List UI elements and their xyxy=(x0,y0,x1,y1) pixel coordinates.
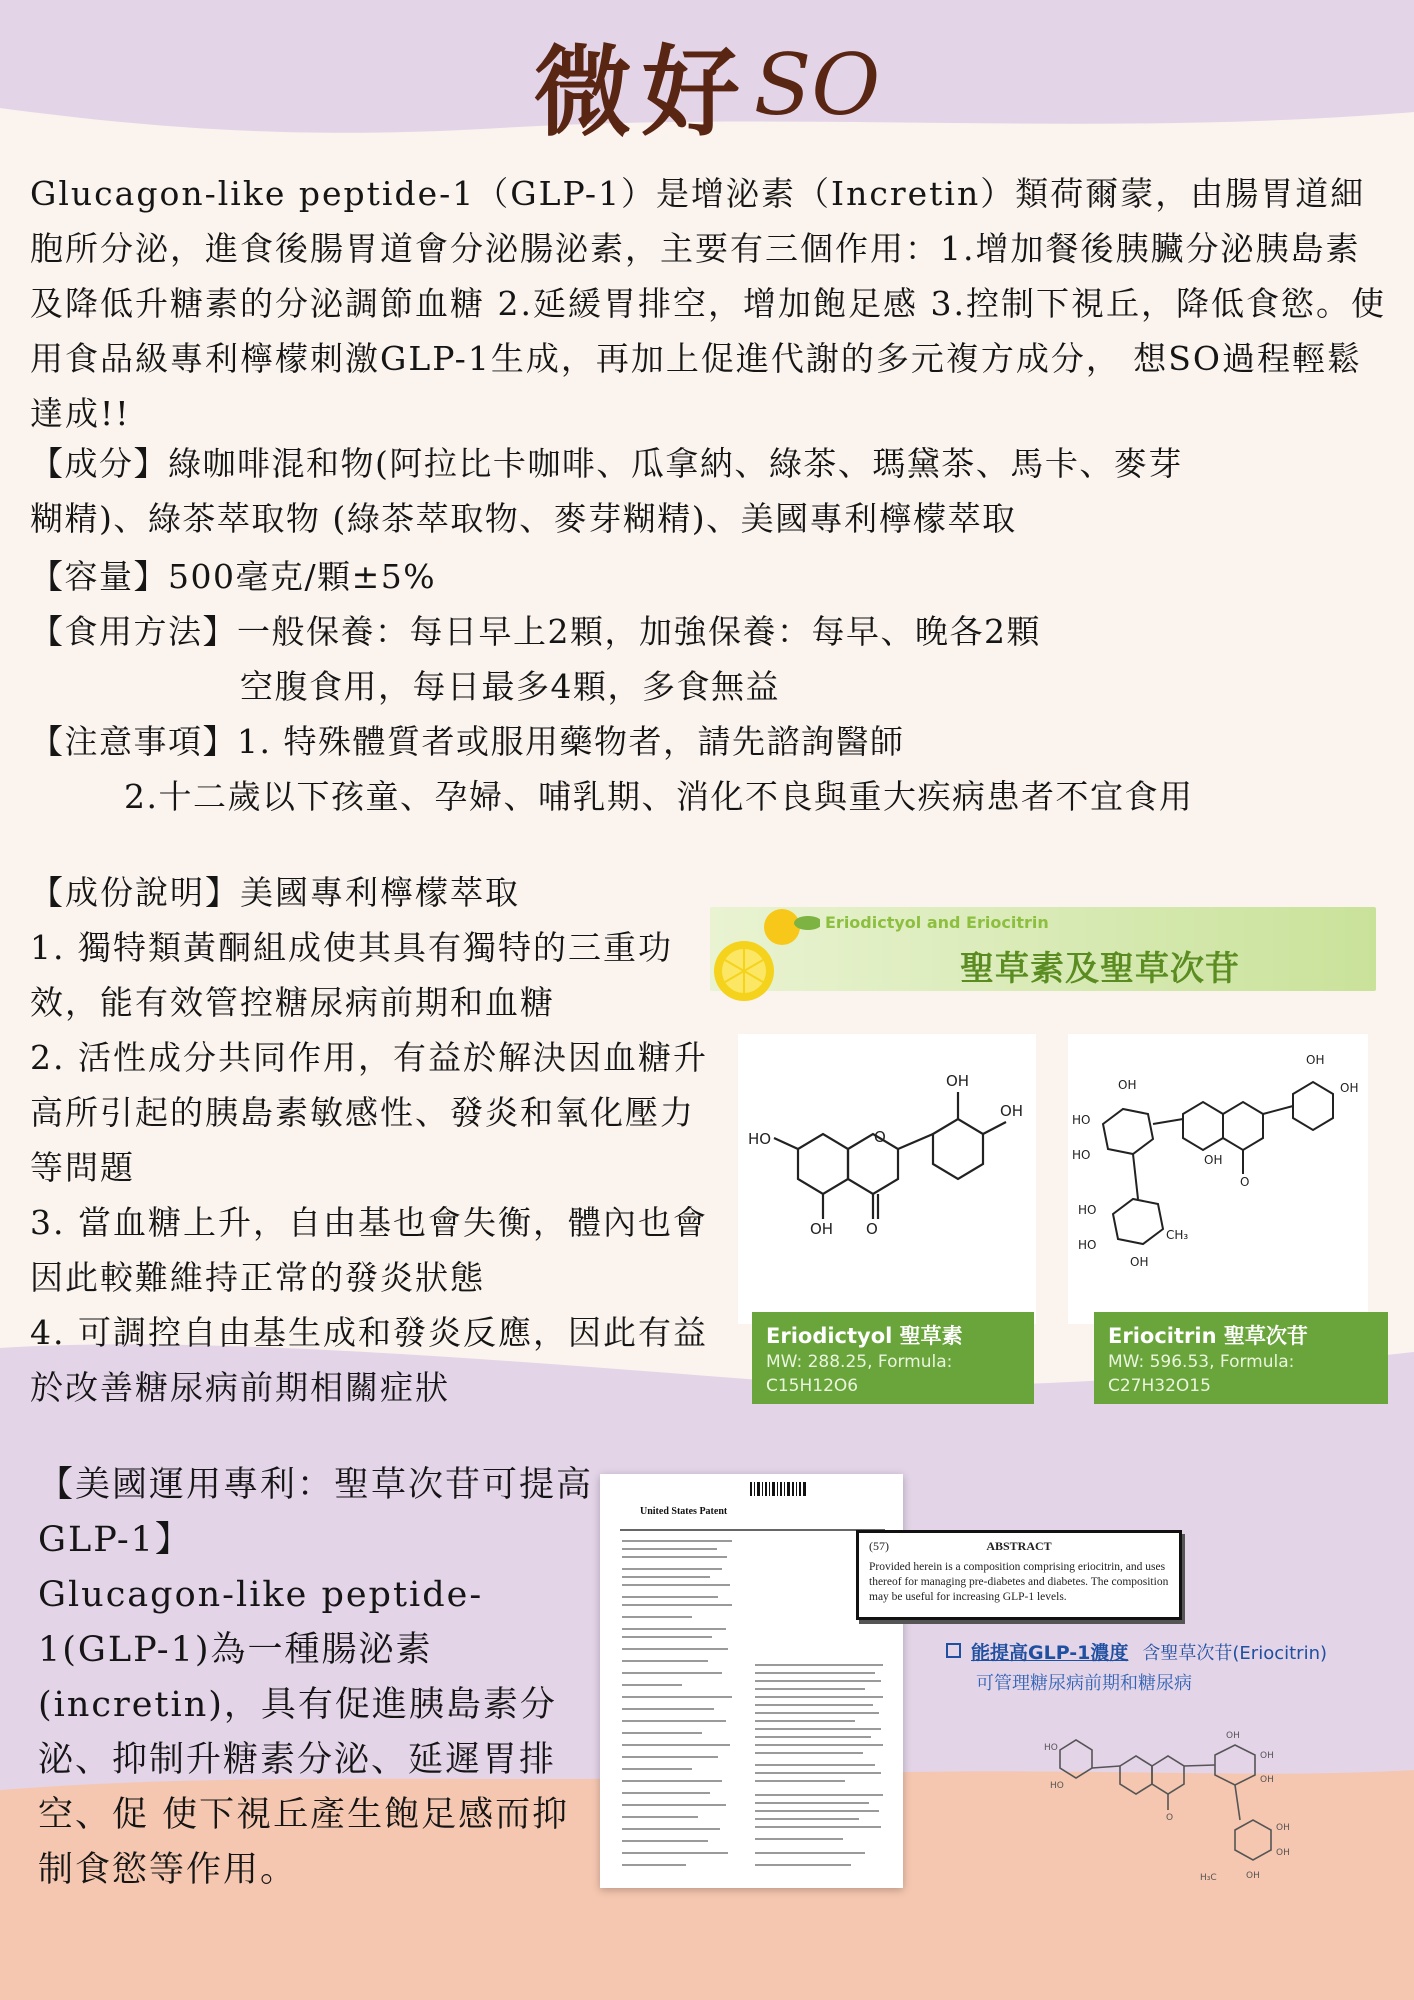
svg-text:HO: HO xyxy=(1078,1203,1097,1217)
glp-note xyxy=(946,1638,1327,1695)
title-brand-cjk: 微好 xyxy=(533,36,750,150)
eriocitrin-structure-card xyxy=(1068,1034,1368,1324)
glp-note-bold: 能提高GLP-1濃度 xyxy=(971,1642,1129,1664)
cautions-line-2: 2.十二歲以下孩童、孕婦、哺乳期、消化不良與重大疾病患者不宜食用 xyxy=(124,777,1194,816)
svg-text:OH: OH xyxy=(1276,1848,1290,1858)
eriodictyol-structure-icon xyxy=(738,1034,1036,1324)
svg-text:HO: HO xyxy=(1050,1781,1064,1791)
explain-point-4: 4. 可調控自由基生成和發炎反應，因此有益於改善糖尿病前期相關症狀 xyxy=(30,1313,708,1407)
eriodictyol-name: Eriodictyol 聖草素 xyxy=(766,1324,963,1348)
svg-text:OH: OH xyxy=(1226,1731,1240,1741)
svg-text:HO: HO xyxy=(1078,1238,1097,1252)
svg-text:O: O xyxy=(874,1128,886,1146)
patent-abstract-callout xyxy=(856,1530,1182,1620)
figure-banner xyxy=(710,907,1376,991)
page-title xyxy=(0,14,1414,150)
svg-text:OH: OH xyxy=(1130,1255,1149,1269)
checkbox-square-icon xyxy=(946,1643,961,1658)
patent-section xyxy=(38,1458,598,1898)
abstract-number: (57) xyxy=(869,1539,889,1553)
svg-text:OH: OH xyxy=(1260,1775,1274,1785)
eriocitrin-label xyxy=(1094,1312,1388,1404)
svg-text:H₃C: H₃C xyxy=(1200,1873,1217,1883)
eriocitrin-name: Eriocitrin 聖草次苷 xyxy=(1108,1324,1308,1348)
svg-text:CH₃: CH₃ xyxy=(1166,1228,1189,1242)
glp-note-side: 含聖草次苷(Eriocitrin) xyxy=(1142,1643,1328,1664)
explain-point-1: 1. 獨特類黃酮組成使其具有獨特的三重功效，能有效管控糖尿病前期和血糖 xyxy=(30,928,673,1022)
eriocitrin-small-structure-icon xyxy=(1040,1710,1340,1900)
intro-paragraph: Glucagon-like peptide-1（GLP-1）是增泌素（Incretin）類荷爾蒙，由腸胃道細胞所分泌，進食後腸胃道會分泌腸泌素，主要有三個作用：1.增加餐後胰臟分泌胰島素及降低升糖素的分泌調節血糖 2.延緩胃排空，增加飽足感 3.控制下視丘，降低食慾。使用食品級專利檸檬刺激GLP-1生成，再加上促進代謝的多元複方成分， 想SO過程輕鬆達成!! xyxy=(30,174,1386,433)
svg-text:OH: OH xyxy=(810,1220,834,1238)
glp-note-line-2: 可管理糖尿病前期和糖尿病 xyxy=(976,1673,1192,1694)
svg-text:O: O xyxy=(1166,1813,1174,1823)
explain-point-2: 2. 活性成分共同作用，有益於解決因血糖升高所引起的胰島素敏感性、發炎和氧化壓力等問題 xyxy=(30,1038,708,1187)
patent-heading: 【美國運用專利：聖草次苷可提高GLP-1】 xyxy=(38,1465,594,1560)
usage-line-2: 空腹食用，每日最多4顆，多食無益 xyxy=(240,667,780,706)
abstract-text: Provided herein is a composition comprising eriocitrin, and uses thereof for managing pre-diabetes and diabetes. The composition may be useful for increasing GLP-1 levels. xyxy=(869,1561,1169,1603)
title-brand-latin: SO xyxy=(753,35,881,134)
eriodictyol-label xyxy=(752,1312,1034,1404)
svg-text:HO: HO xyxy=(748,1130,772,1148)
svg-text:HO: HO xyxy=(1044,1743,1058,1753)
svg-text:O: O xyxy=(866,1220,878,1238)
banner-english-title: Eriodictyol and Eriocitrin xyxy=(825,913,1049,932)
eriodictyol-formula: MW: 288.25, Formula: C15H12O6 xyxy=(766,1352,953,1396)
abstract-title: ABSTRACT xyxy=(986,1539,1052,1553)
ingredient-explanation xyxy=(30,865,720,1415)
eriodictyol-structure-card xyxy=(738,1034,1036,1324)
patent-body: Glucagon-like peptide-1(GLP-1)為一種腸泌素(incretin)，具有促進胰島素分泌、抑制升糖素分泌、延遲胃排空、促 使下視丘產生飽足感而抑制食慾等作用。 xyxy=(38,1575,570,1890)
svg-text:OH: OH xyxy=(1276,1823,1290,1833)
cautions-line-1: 【注意事項】1. 特殊體質者或服用藥物者，請先諮詢醫師 xyxy=(30,722,905,761)
lemon-icon xyxy=(710,907,820,1017)
svg-text:OH: OH xyxy=(1204,1153,1223,1167)
svg-text:HO: HO xyxy=(1072,1113,1091,1127)
eriocitrin-structure-icon xyxy=(1068,1034,1368,1324)
explain-point-3: 3. 當血糖上升，自由基也會失衡，體內也會因此較難維持正常的發炎狀態 xyxy=(30,1203,708,1297)
svg-text:OH: OH xyxy=(1246,1871,1260,1881)
ingredients-line-2: 糊精)、綠茶萃取物 (綠茶萃取物、麥芽糊精)、美國專利檸檬萃取 xyxy=(30,499,1017,538)
eriocitrin-formula: MW: 596.53, Formula: C27H32O15 xyxy=(1108,1352,1295,1396)
svg-text:OH: OH xyxy=(1340,1081,1359,1095)
banner-chinese-title: 聖草素及聖草次苷 xyxy=(960,949,1240,989)
svg-text:HO: HO xyxy=(1072,1148,1091,1162)
patent-doc-title: United States Patent xyxy=(640,1506,728,1517)
svg-text:O: O xyxy=(1240,1175,1250,1189)
svg-text:OH: OH xyxy=(1000,1102,1024,1120)
svg-text:OH: OH xyxy=(1118,1078,1137,1092)
svg-text:OH: OH xyxy=(1306,1053,1325,1067)
explain-heading: 【成份說明】美國專利檸檬萃取 xyxy=(30,873,520,912)
capacity-line: 【容量】500毫克/顆±5% xyxy=(30,557,437,596)
ingredients-line-1: 【成分】綠咖啡混和物(阿拉比卡咖啡、瓜拿納、綠茶、瑪黛茶、馬卡、麥芽 xyxy=(30,444,1183,483)
svg-text:OH: OH xyxy=(946,1072,970,1090)
svg-text:OH: OH xyxy=(1260,1751,1274,1761)
usage-line-1: 【食用方法】一般保養：每日早上2顆，加強保養：每早、晚各2顆 xyxy=(30,612,1041,651)
